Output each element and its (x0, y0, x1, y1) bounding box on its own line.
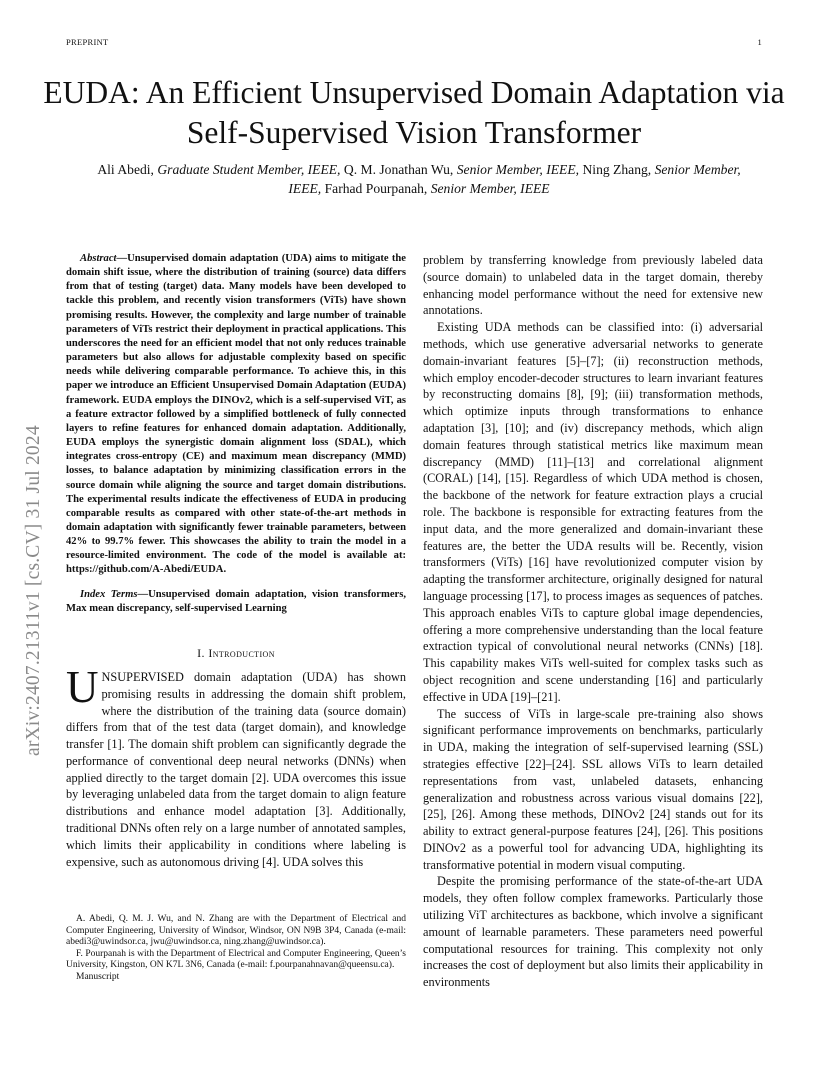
running-head (66, 37, 762, 47)
arxiv-stamp (22, 294, 46, 756)
author-affiliation: Senior Member, IEEE (430, 181, 550, 196)
abstract (66, 252, 406, 578)
left-column (66, 252, 406, 870)
footnote-affiliation: A. Abedi, Q. M. J. Wu, and N. Zhang are with the Department of Electrical and Computer Engineering, University of Windsor, Windsor, ON N9B 3P4, Canada (e-mail: abedi3@uwindsor.ca, jwu@uwindsor.ca, ning.zhang@uwindsor.ca). (66, 914, 406, 948)
right-column (423, 252, 763, 991)
paper-title: EUDA: An Efficient Unsupervised Domain Adaptation via Self-Supervised Vision Transformer (43, 75, 785, 150)
paragraph: Existing UDA methods can be classified into: (i) adversarial methods, which use generative adversarial networks to generate domain-invariant features [5]–[7]; (ii) reconstruction methods, which employ encoder-decoder structures to learn invariant features by reconstructing domains [8], [9]; (iii) transformation methods, which optimize inputs through transformations to enhance adaptation [3], [10]; and (iv) discrepancy methods, which align domain features through statistical metrics like maximum mean discrepancy (MMD) [11]–[13] and correlational alignment (CORAL) [14], [15]. Regardless of which UDA method is chosen, the backbone of the network for feature extraction plays a crucial role. The backbone is responsible for extracting features from the input data, and the more generalized and domain-invariant these features are, the better the UDA results will be. Recently, vision transformers (ViTs) [16] have revolutionized computer vision by adapting the transformer architecture, originally designed for natural language processing [17], to process images as sequences of patches. This approach enables ViTs to capture global image dependencies, offering a more comprehensive understanding than the local feature extraction typical of convolutional neural networks (CNNs) [18]. This capability makes ViTs well-suited for complex tasks such as object recognition and scene understanding [16] and particularly effective in UDA [19]–[21]. (423, 320, 763, 704)
author-affiliation: Graduate Student Member, IEEE, (157, 162, 341, 177)
author-name: Q. M. Jonathan Wu, (343, 162, 454, 177)
drop-cap: U (66, 661, 99, 712)
index-terms-text: —Unsupervised domain adaptation, vision transformers, Max mean discrepancy, self-supervised Learning (66, 588, 406, 614)
arxiv-stamp-text: arXiv:2407.21311v1 [cs.CV] 31 Jul 2024 (23, 425, 44, 756)
page-number: 1 (757, 37, 762, 47)
footnote-manuscript: Manuscript (76, 971, 120, 982)
section-heading (66, 646, 406, 661)
running-head-label: PREPRINT (66, 37, 109, 47)
abstract-text: —Unsupervised domain adaptation (UDA) aims to mitigate the domain shift issue, where the distribution of training (source) data differs from that of testing (target) data. Many models have been developed to tackle this problem, and recently vision transformers (ViTs) have shown promising results. However, the complexity and large number of trainable parameters of ViTs restrict their deployment in practical applications. This underscores the need for an efficient model that not only reduces trainable parameters but also allows for adjustable complexity based on specific needs while delivering comparable performance. To achieve this, in this paper we introduce an Efficient Unsupervised Domain Adaptation (EUDA) framework. EUDA employs the DINOv2, which is a self-supervised ViT, as a feature extractor followed by a simplified bottleneck of fully connected layers to refine features for enhanced domain adaptation. Additionally, EUDA employs the synergistic domain alignment loss (SDAL), which integrates cross-entropy (CE) and maximum mean discrepancy (MMD) losses, to balance adaptation by minimizing classification errors in the source domain while aligning the source and target domain distributions. The experimental results indicate the effectiveness of EUDA in producing comparable results as compared with other state-of-the-art methods in domain adaptation with significantly fewer trainable parameters, between 42% to 99.7% fewer. This showcases the ability to train the model in a resource-limited environment. The code of the model is available at: https://github.com/A-Abedi/EUDA. (66, 253, 406, 576)
author-name: Ali Abedi, (97, 162, 154, 177)
footnote-affiliation: F. Pourpanah is with the Department of Electrical and Computer Engineering, Queen’s University, Kingston, ON K7L 3N6, Canada (e-mail: f.pourpanahnavan@queensu.ca). (66, 948, 406, 971)
index-terms-lead: Index Terms (80, 588, 138, 600)
author-name: Farhad Pourpanah, (324, 181, 428, 196)
author-affiliation: Senior Member, IEEE, (288, 162, 741, 196)
abstract-lead: Abstract (80, 253, 117, 264)
paragraph: Despite the promising performance of the state-of-the-art UDA models, they often follow complex frameworks. Particularly those utilizing ViT architectures as backbone, which involve a significant amount of learnable parameters. These parameters need powerful computational resources for training. This complexity not only increases the cost of deployment but also limits their applicability in environments (423, 874, 763, 990)
intro-text: NSUPERVISED domain adaptation (UDA) has shown promising results in addressing the domain shift problem, where the distribution of the training data (source domain) differs from that of the test data (target domain), and knowledge transfer [1]. The domain shift problem can significantly degrade the performance of conventional deep neural networks (DNNs) when applied directly to the target domain [2]. UDA overcomes this issue by leveraging unlabeled data from the target domain to align feature distributions and enhance model adaptation [3]. Additionally, traditional DNNs often rely on a large number of annotated samples, which limits their applicability in conditions where labeling is expensive, such as autonomous driving [4]. UDA solves this (66, 669, 406, 869)
paragraph: problem by transferring knowledge from previously labeled data (source domain) to unlabeled data in the target domain, thereby enhancing model performance without the need for extensive new annotations. (423, 253, 763, 318)
author-affiliation: Senior Member, IEEE, (456, 162, 580, 177)
section-numeral: I. (197, 645, 209, 660)
paragraph: The success of ViTs in large-scale pre-training also shows significant performance improvements on benchmarks, particularly in UDA, making the integration of self-supervised learning (SSL) strategies effective [22]–[24]. SSL allows ViTs to learn detailed representations from vast, unlabeled datasets, enhancing generalization and robustness across various visual domains [22], [25], [26]. Among these methods, DINOv2 [24] stands out for its ability to extract general-purpose features [24], [26]. This positions DINOv2 as a powerful tool for advancing UDA, highlighting its transformative potential in modern visual computing. (423, 706, 763, 872)
footnotes (66, 914, 406, 984)
intro-paragraph (66, 661, 406, 871)
author-list (80, 160, 758, 198)
author-name: Ning Zhang, (582, 162, 652, 177)
index-terms (66, 588, 406, 616)
section-title: Introduction (208, 645, 275, 660)
body-text (423, 252, 763, 991)
